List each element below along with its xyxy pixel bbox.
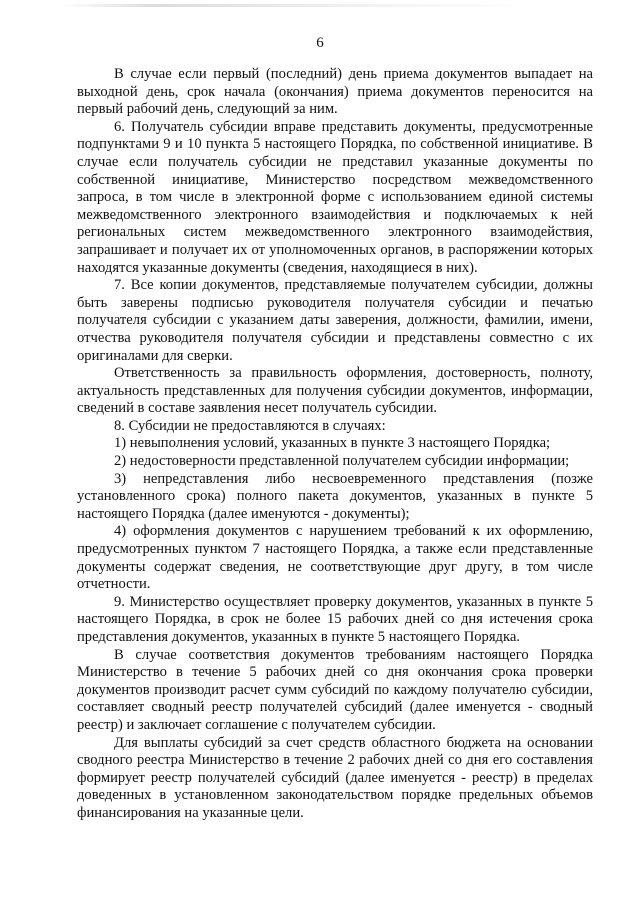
page-number: 6	[316, 35, 324, 51]
paragraph-item-8-2: 2) недостоверности представленной получателем субсидии информации;	[114, 453, 570, 470]
paragraph-item-6: 6. Получатель субсидии вправе представить документы, предусмотренные подпунктами 9 и 10 пункта 5 настоящего Порядка, по собственной инициативе. В случае если получатель субсидии не представил указанные документы по собственной инициативе, Министерство посредством межведомственного запроса, в том числе в электронной форме с использованием единой системы межведомственного электронного взаимодействия и подключаемых к ней региональных систем межведомственного электронного взаимодействия, запрашивает и получает их от уполномоченных органов, в распоряжении которых находятся указанные документы (сведения, находящиеся в них).	[77, 118, 593, 276]
paragraph-item-8-1: 1) невыполнения условий, указанных в пункте 3 настоящего Порядка;	[114, 435, 551, 452]
paragraph-responsibility: Ответственность за правильность оформления, достоверность, полноту, актуальность представленных для получения субсидии документов, информации, сведений в составе заявления несет получатель субсидии.	[77, 365, 593, 417]
document-body	[77, 66, 593, 823]
paragraph-item-8: 8. Субсидии не предоставляются в случаях:	[114, 417, 386, 434]
scan-artifact	[60, 4, 530, 7]
paragraph-compliance: В случае соответствия документов требованиям настоящего Порядка Министерство в течение 5 рабочих дней со дня окончания срока проверки документов производит расчет сумм субсидий по каждому получателю субсидии, составляет сводный реестр получателей субсидий (далее именуется - сводный реестр) и заключает соглашение с получателем субсидии.	[77, 646, 593, 733]
paragraph-payment: Для выплаты субсидий за счет средств областного бюджета на основании сводного реестра Министерство в течение 2 рабочих дней со дня его составления формирует реестр получателей субсидий (далее именуется - реестр) в пределах доведенных в установленном законодательством порядке предельных объемов финансирования на указанные цели.	[77, 734, 593, 821]
paragraph-item-8-4: 4) оформления документов с нарушением требований к их оформлению, предусмотренных пунктом 7 настоящего Порядка, а также если представленные документы содержат сведения, не соответствующие друг другу, в том числе отчетности.	[77, 523, 593, 593]
paragraph-first-day-rule: В случае если первый (последний) день приема документов выпадает на выходной день, срок начала (окончания) приема документов переносится на первый рабочий день, следующий за ним.	[77, 66, 593, 118]
paragraph-item-7: 7. Все копии документов, представляемые получателем субсидии, должны быть заверены подписью руководителя получателя субсидии и печатью получателя субсидии с указанием даты заверения, должности, фамилии, имени, отчества руководителя получателя субсидии и представлены совместно с их оригиналами для сверки.	[77, 277, 593, 364]
paragraph-item-8-3: 3) непредставления либо несвоевременного представления (позже установленного срока) полного пакета документов, указанных в пункте 5 настоящего Порядка (далее именуются - документы);	[77, 470, 593, 522]
paragraph-item-9: 9. Министерство осуществляет проверку документов, указанных в пункте 5 настоящего Порядка, в срок не более 15 рабочих дней со дня истечения срока представления документов, указанных в пункте 5 настоящего Порядка.	[77, 593, 593, 645]
